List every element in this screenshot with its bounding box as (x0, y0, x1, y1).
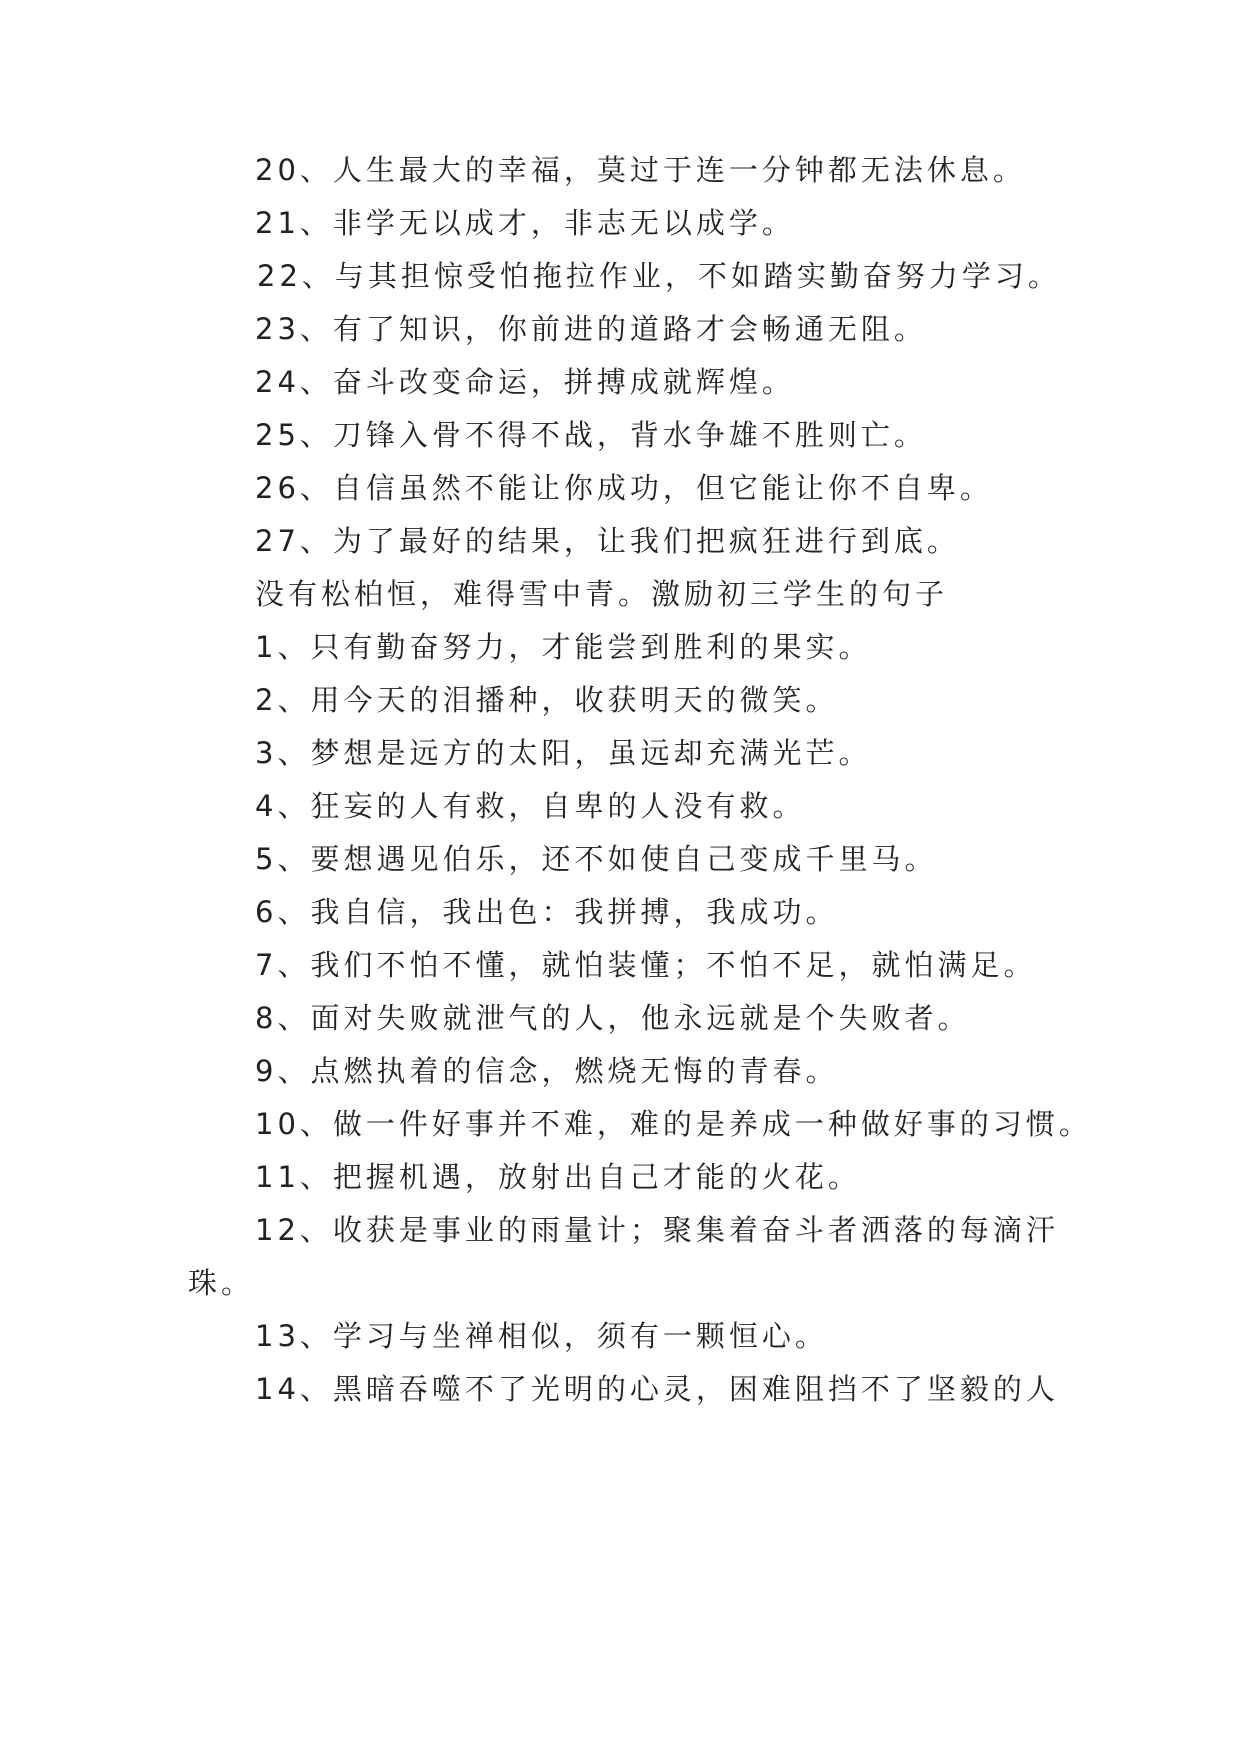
text-line: 2、用今天的泪播种，收获明天的微笑。 (255, 683, 839, 717)
text-line: 1、只有勤奋努力，才能尝到胜利的果实。 (255, 630, 872, 664)
text-line: 13、学习与坐禅相似，须有一颗恒心。 (255, 1319, 828, 1353)
text-line: 10、做一件好事并不难，难的是养成一种做好事的习惯。 (255, 1107, 1092, 1141)
text-line: 12、收获是事业的雨量计；聚集着奋斗者洒落的每滴汗 (255, 1213, 1059, 1247)
text-line: 7、我们不怕不懂，就怕装懂；不怕不足，就怕满足。 (255, 948, 1037, 982)
text-line: 14、黑暗吞噬不了光明的心灵，困难阻挡不了坚毅的人 (255, 1372, 1059, 1406)
text-line: 23、有了知识，你前进的道路才会畅通无阻。 (255, 312, 927, 346)
text-line-continuation: 珠。 (188, 1266, 255, 1300)
text-line: 4、狂妄的人有救，自卑的人没有救。 (255, 789, 806, 823)
text-line: 25、刀锋入骨不得不战，背水争雄不胜则亡。 (255, 418, 927, 452)
text-line: 5、要想遇见伯乐，还不如使自己变成千里马。 (255, 842, 938, 876)
text-line: 20、人生最大的幸福，莫过于连一分钟都无法休息。 (255, 153, 1026, 187)
text-line: 24、奋斗改变命运，拼搏成就辉煌。 (255, 365, 795, 399)
text-line: 11、把握机遇，放射出自己才能的火花。 (255, 1160, 861, 1194)
text-line: 21、非学无以成才，非志无以成学。 (255, 206, 795, 240)
text-line: 27、为了最好的结果，让我们把疯狂进行到底。 (255, 524, 960, 558)
text-line: 22、与其担惊受怕拖拉作业，不如踏实勤奋努力学习。 (257, 259, 1061, 293)
text-line: 6、我自信，我出色：我拼搏，我成功。 (255, 895, 839, 929)
text-line: 9、点燃执着的信念，燃烧无悔的青春。 (255, 1054, 839, 1088)
text-line: 3、梦想是远方的太阳，虽远却充满光芒。 (255, 736, 872, 770)
text-line: 8、面对失败就泄气的人，他永远就是个失败者。 (255, 1001, 971, 1035)
section-heading: 没有松柏恒，难得雪中青。激励初三学生的句子 (255, 577, 949, 611)
text-line: 26、自信虽然不能让你成功，但它能让你不自卑。 (255, 471, 993, 505)
